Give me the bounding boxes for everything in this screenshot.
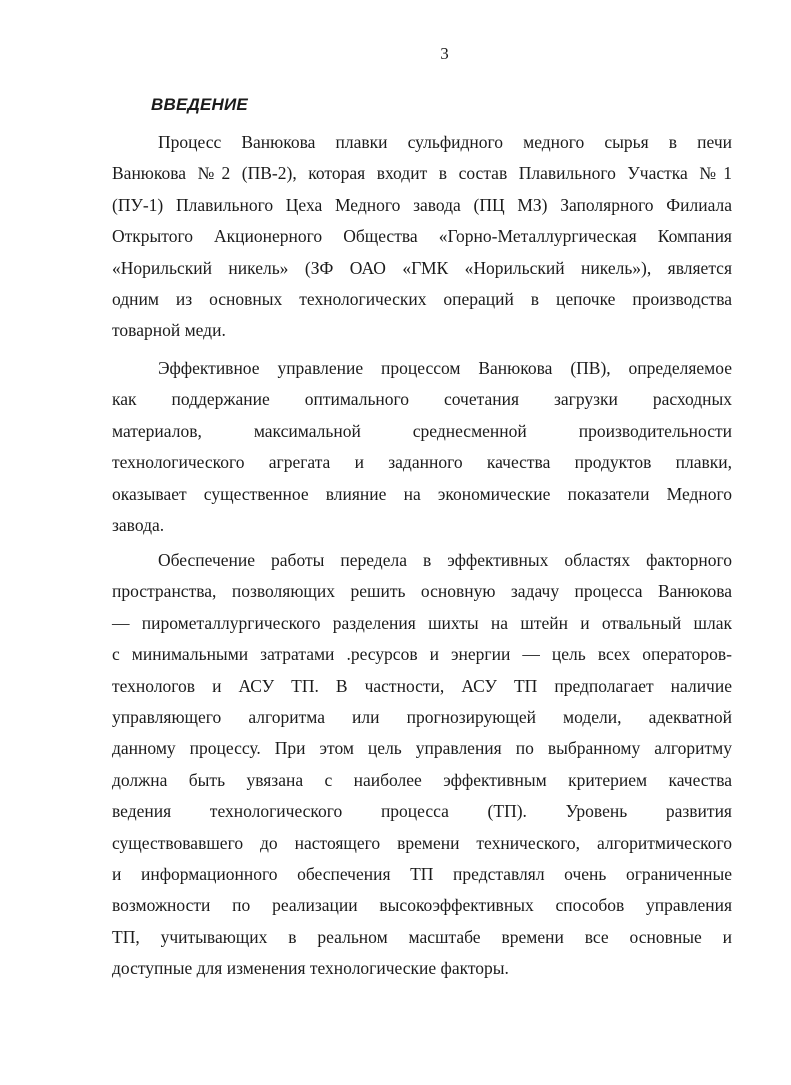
section-heading: ВВЕДЕНИЕ <box>151 95 248 114</box>
text-line: Открытого Акционерного Общества «Горно-Металлургическая Компания <box>112 226 732 247</box>
text-line: технологов и АСУ ТП. В частности, АСУ ТП предполагает наличие <box>112 675 732 696</box>
text-line: Эффективное управление процессом Ванюкова (ПВ), определяемое <box>158 358 732 378</box>
text-line: ведения технологического процесса (ТП). Уровень развития <box>112 801 732 822</box>
text-line: возможности по реализации высокоэффективных способов управления <box>112 895 732 916</box>
text-line: технологического агрегата и заданного качества продуктов плавки, <box>112 452 732 473</box>
text-line: завода. <box>112 514 165 535</box>
text-line: оказывает существенное влияние на экономические показатели Медного <box>112 483 732 504</box>
text-line: пространства, позволяющих решить основную задачу процесса Ванюкова <box>112 581 732 602</box>
text-line: и информационного обеспечения ТП представлял очень ограниченные <box>112 863 732 884</box>
text-line: Ванюкова №2 (ПВ-2), которая входит в состав Плавильного Участка №1 <box>112 163 732 184</box>
text-line: «Норильский никель» (ЗФ ОАО «ГМК «Норильский никель»), является <box>112 257 732 278</box>
text-line: доступные для изменения технологические факторы. <box>112 958 509 979</box>
text-line: Процесс Ванюкова плавки сульфидного медного сырья в печи <box>158 132 732 152</box>
paragraph-1 <box>112 127 732 347</box>
text-line: данному процессу. При этом цель управления по выбранному алгоритму <box>112 738 732 759</box>
text-line: должна быть увязана с наиболее эффективным критерием качества <box>112 769 732 790</box>
text-line: материалов, максимальной среднесменной производительности <box>112 420 732 441</box>
text-line: Обеспечение работы передела в эффективных областях факторного <box>158 550 732 570</box>
page-number: 3 <box>440 44 449 63</box>
text-line: — пирометаллургического разделения шихты на штейн и отвальный шлак <box>112 612 732 633</box>
text-line: управляющего алгоритма или прогнозирующей модели, адекватной <box>112 706 732 727</box>
paragraph-3 <box>112 545 732 984</box>
text-line: одним из основных технологических операций в цепочке производства <box>112 288 732 309</box>
text-line: (ПУ-1) Плавильного Цеха Медного завода (ПЦ МЗ) Заполярного Филиала <box>112 194 732 215</box>
text-line: ТП, учитывающих в реальном масштабе времени все основные и <box>112 926 732 947</box>
paragraph-2 <box>112 353 732 541</box>
text-line: существовавшего до настоящего времени технического, алгоритмического <box>112 832 732 853</box>
text-line: товарной меди. <box>112 320 226 341</box>
text-line: как поддержание оптимального сочетания загрузки расходных <box>112 389 732 410</box>
text-line: с минимальными затратами .ресурсов и энергии — цель всех операторов- <box>112 644 732 665</box>
